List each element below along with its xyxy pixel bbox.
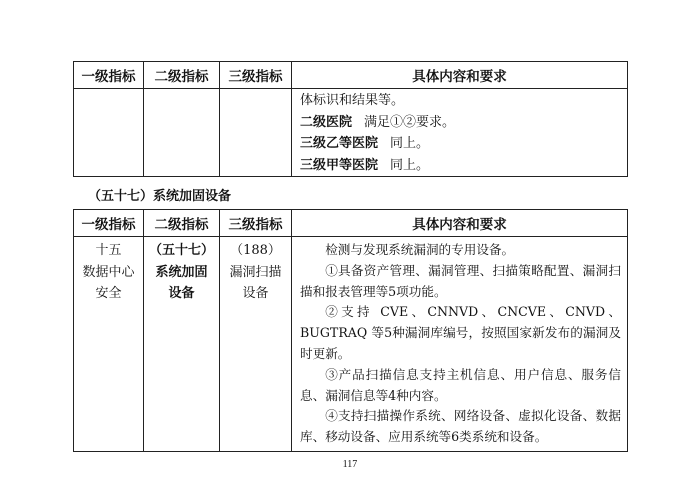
header-level1: 一级指标 [74,210,144,237]
section-title: （五十七）系统加固设备 [88,189,232,204]
level3-cell: （188） 漏洞扫描 设备 [220,237,292,452]
level2-cell [144,89,220,177]
table-row [74,89,628,177]
header-content: 具体内容和要求 [292,210,628,237]
header-level3: 三级指标 [220,62,292,89]
paragraph: ④支持扫描操作系统、网络设备、虚拟化设备、数据库、移动设备、应用系统等6类系统和设备。 [300,408,621,445]
content-cell [292,89,628,177]
requirements-table-continued [73,61,628,177]
content-line: 体标识和结果等。 [300,93,405,108]
paragraph: 检测与发现系统漏洞的专用设备。 [325,242,515,257]
paragraph: ②支持 CVE、CNNVD、CNCVE、CNVD、BUGTRAQ 等5种漏洞库编号，按照国家新发布的漏洞及时更新。 [300,304,621,361]
content-line: 三级乙等医院 同上。 [300,136,430,151]
header-level2: 二级指标 [144,62,220,89]
hospital-grade: 二级医院 [300,114,353,130]
header-level2: 二级指标 [144,210,220,237]
header-row [74,210,628,237]
hospital-grade: 三级乙等医院 [300,136,379,151]
header-level1: 一级指标 [74,62,144,89]
level3-cell [220,89,292,177]
page-number: 117 [342,459,358,470]
level1-cell: 十五 数据中心 安全 [74,237,144,452]
content-cell [292,237,628,452]
table-row [74,237,628,452]
content-line: 三级甲等医院 同上。 [300,157,430,173]
paragraph: ③产品扫描信息支持主机信息、用户信息、服务信息、漏洞信息等4种内容。 [300,366,621,403]
paragraph: ①具备资产管理、漏洞管理、扫描策略配置、漏洞扫描和报表管理等5项功能。 [300,262,621,299]
level2-cell: （五十七） 系统加固 设备 [144,237,220,452]
header-level3: 三级指标 [220,210,292,237]
level1-cell [74,89,144,177]
hospital-grade: 三级甲等医院 [300,157,379,173]
header-row [74,62,628,89]
requirements-table [73,209,628,452]
content-line: 二级医院 满足①②要求。 [300,114,456,130]
header-content: 具体内容和要求 [292,62,628,89]
